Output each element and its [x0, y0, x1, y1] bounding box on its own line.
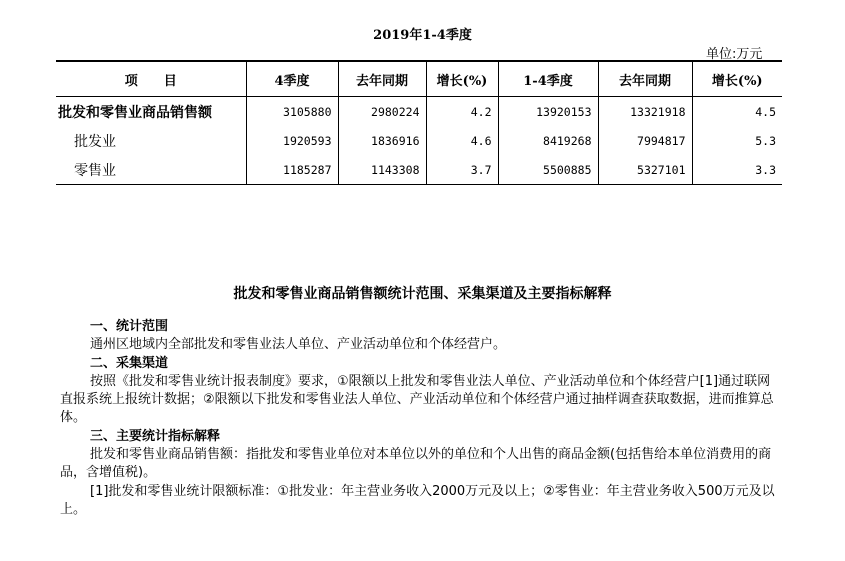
- table-row: [56, 155, 782, 185]
- cell-ytd: 13920153: [498, 97, 598, 127]
- explanation-body: [60, 318, 782, 519]
- cell-q4: 1920593: [246, 126, 338, 155]
- header-ytd-last-year: 去年同期: [598, 61, 692, 97]
- section-heading-scope: 一、统计范围: [90, 319, 169, 334]
- cell-q4-last: 1143308: [338, 155, 426, 185]
- period-title: 2019年1-4季度: [373, 28, 472, 43]
- cell-q4: 1185287: [246, 155, 338, 185]
- table-row: [56, 97, 782, 127]
- header-q4-last-year: 去年同期: [338, 61, 426, 97]
- row-item: 批发业: [74, 133, 116, 150]
- cell-q4-last: 2980224: [338, 97, 426, 127]
- footnote-text: [1]批发和零售业统计限额标准：①批发业：年主营业务收入2000万元及以上；②零售业：年主营业务收入500万元及以上。: [60, 483, 775, 517]
- cell-q4-growth: 4.2: [426, 97, 498, 127]
- header-q4-growth: 增长(%): [426, 61, 498, 97]
- cell-q4-growth: 3.7: [426, 155, 498, 185]
- cell-ytd-last: 7994817: [598, 126, 692, 155]
- cell-q4: 3105880: [246, 97, 338, 127]
- row-item: 批发和零售业商品销售额: [58, 104, 212, 121]
- sales-table-container: [56, 60, 782, 185]
- header-q4: 4季度: [246, 61, 338, 97]
- sales-table: [56, 60, 782, 185]
- cell-q4-growth: 4.6: [426, 126, 498, 155]
- table-row: [56, 126, 782, 155]
- section-text-scope: 通州区地域内全部批发和零售业法人单位、产业活动单位和个体经营户。: [90, 337, 507, 353]
- cell-ytd: 5500885: [498, 155, 598, 185]
- cell-ytd-growth: 3.3: [692, 155, 782, 185]
- cell-ytd-growth: 4.5: [692, 97, 782, 127]
- header-item: 项 目: [56, 61, 246, 97]
- unit-label: 单位:万元: [706, 47, 763, 62]
- cell-ytd: 8419268: [498, 126, 598, 155]
- section-text-channel: 按照《批发和零售业统计报表制度》要求，①限额以上批发和零售业法人单位、产业活动单位和个体经营户[1]通过联网直报系统上报统计数据；②限额以下批发和零售业法人单位、产业活动单位和个体经营户通过抽样调查获取数据，进而推算总体。: [60, 373, 774, 426]
- section-heading-channel: 二、采集渠道: [90, 355, 169, 371]
- section-heading-indicators: 三、主要统计指标解释: [90, 428, 221, 444]
- cell-ytd-growth: 5.3: [692, 126, 782, 155]
- table-header-row: [56, 61, 782, 97]
- section-text-indicators: 批发和零售业商品销售额：指批发和零售业单位对本单位以外的单位和个人出售的商品金额(包括售给本单位消费用的商品，含增值税)。: [60, 447, 772, 481]
- explanation-title: 批发和零售业商品销售额统计范围、采集渠道及主要指标解释: [233, 286, 612, 302]
- cell-ytd-last: 13321918: [598, 97, 692, 127]
- header-ytd-growth: 增长(%): [692, 61, 782, 97]
- row-item: 零售业: [56, 155, 246, 185]
- header-ytd: 1-4季度: [498, 61, 598, 97]
- cell-q4-last: 1836916: [338, 126, 426, 155]
- cell-ytd-last: 5327101: [598, 155, 692, 185]
